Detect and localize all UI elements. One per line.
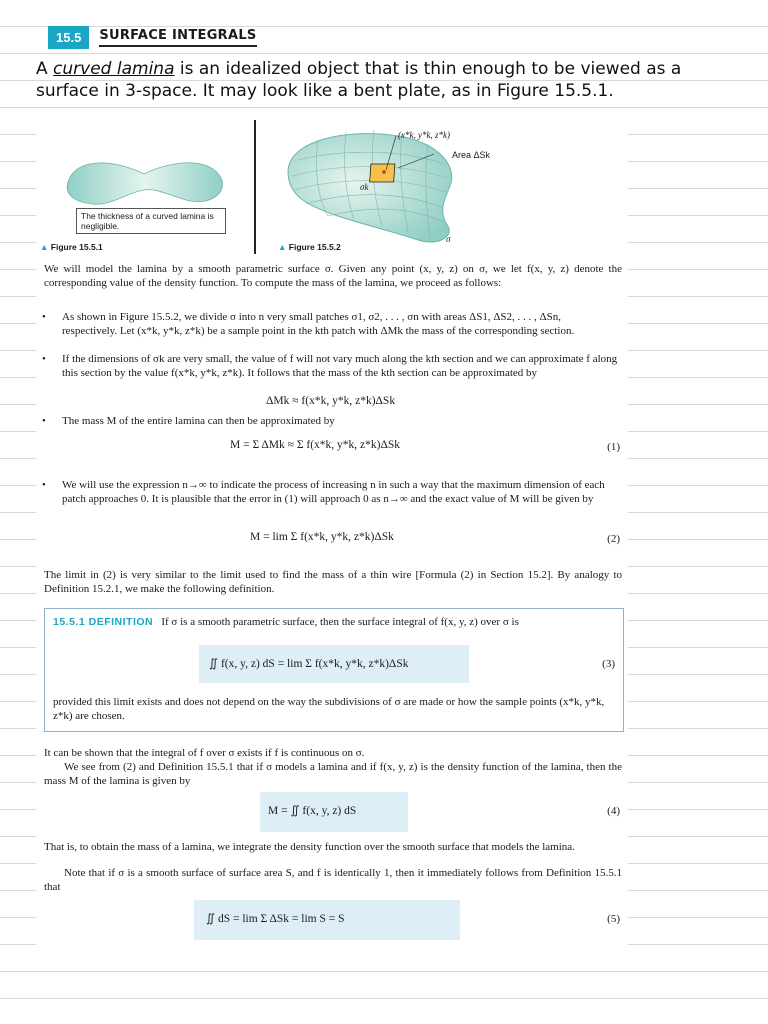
equation-approx: ΔMk ≈ f(x*k, y*k, z*k)ΔSk	[266, 395, 396, 407]
fig2-label: ▲ Figure 15.5.2	[278, 242, 341, 252]
bullet-divide: • As shown in Figure 15.5.2, we divide σ into n very small patches σ1, σ2, . . . , σn with areas ΔS1, ΔS2, . . . , ΔSn, respectively. Let (x*k, y*k, z*k) be a sample point in the kth patch with ΔMk the mass of the corresponding section.	[42, 311, 575, 337]
section-number: 15.5	[48, 26, 89, 49]
equation-4-number: (4)	[607, 805, 620, 817]
bullet-total-mass: • The mass M of the entire lamina can then be approximated by	[42, 415, 335, 427]
fig1-label: ▲ Figure 15.5.1	[40, 242, 103, 252]
definition-box	[44, 608, 624, 732]
paragraph-mass: We see from (2) and Definition 15.5.1 that if σ models a lamina and if f(x, y, z) is the density function of the lamina, then the mass M of the lamina is given by	[44, 761, 622, 787]
note-prefix: A	[36, 59, 54, 79]
equation-1-number: (1)	[607, 441, 620, 453]
section-title: SURFACE INTEGRALS	[99, 28, 256, 47]
paragraph-existence: It can be shown that the integral of f over σ exists if f is continuous on σ.	[44, 747, 365, 759]
equation-1: M = Σ ΔMk ≈ Σ f(x*k, y*k, z*k)ΔSk	[230, 439, 401, 451]
definition-tail: provided this limit exists and does not depend on the way the subdivisions of σ are made or how the sample points (x*k, y*k, z*k) are chosen.	[53, 696, 605, 722]
note-text: is an idealized object that is thin enough to be viewed as a surface in 3-space. It may look like a bent plate, as in Figure 15.5.1.	[36, 59, 682, 101]
paragraph-integrate: That is, to obtain the mass of a lamina, we integrate the density function over the smooth surface that models the lamina.	[44, 841, 575, 853]
equation-4: M = ∬ f(x, y, z) dS	[268, 805, 357, 817]
note-underlined-term: curved lamina	[53, 59, 175, 79]
equation-3-number: (3)	[602, 658, 615, 670]
fig2-sigma-label: σ	[446, 234, 451, 244]
handwritten-note	[36, 58, 726, 102]
equation-2-number: (2)	[607, 533, 620, 545]
bullet-limit: • We will use the expression n→∞ to indicate the process of increasing n in such a way that the maximum dimension of each patch approaches 0. It is plausible that the error in (1) will approach 0 as n→∞ and the exact value of M will be given by	[42, 479, 605, 505]
definition-heading: 15.5.1 DEFINITION	[53, 616, 154, 628]
equation-5: ∬ dS = lim Σ ΔSk = lim S = S	[206, 913, 345, 925]
figure-15-5-1	[36, 120, 256, 254]
fig2-point-label: (x*k, y*k, z*k)	[398, 130, 450, 140]
figures-row	[36, 120, 628, 256]
equation-5-number: (5)	[607, 913, 620, 925]
equation-2: M = lim Σ f(x*k, y*k, z*k)ΔSk	[250, 531, 394, 543]
paragraph-area: Note that if σ is a smooth surface of surface area S, and f is identically 1, then it immediately follows from Definition 15.5.1 that	[44, 867, 622, 893]
equation-3: ∬ f(x, y, z) dS = lim Σ f(x*k, y*k, z*k)ΔSk	[209, 658, 409, 670]
paragraph-intro: We will model the lamina by a smooth parametric surface σ. Given any point (x, y, z) on σ, we let f(x, y, z) denote the corresponding value of the density function. To compute the mass of the lamina, we proceed as follows:	[44, 263, 622, 289]
fig2-sigma-k-label: σk	[360, 182, 369, 192]
fig1-caption-box: The thickness of a curved lamina is negligible.	[76, 208, 226, 234]
textbook-page	[36, 120, 628, 946]
paragraph-analogy: The limit in (2) is very similar to the limit used to find the mass of a thin wire [Formula (2) in Section 15.2]. By analogy to Definition 15.2.1, we make the following definition.	[44, 569, 622, 595]
patch-highlight	[370, 164, 395, 182]
sample-point-marker	[382, 170, 386, 174]
fig2-area-label: Area ΔSk	[452, 150, 491, 160]
figure-15-5-2	[258, 120, 628, 254]
definition-intro: 15.5.1 DEFINITION If σ is a smooth parametric surface, then the surface integral of f(x, y, z) over σ is	[53, 616, 519, 628]
section-header	[48, 24, 257, 50]
bullet-approximate: • If the dimensions of σk are very small, the value of f will not vary much along the kth section and we can approximate f along this section by the value f(x*k, y*k, z*k). It follows that the mass of the kth section can be approximated by	[42, 353, 618, 379]
